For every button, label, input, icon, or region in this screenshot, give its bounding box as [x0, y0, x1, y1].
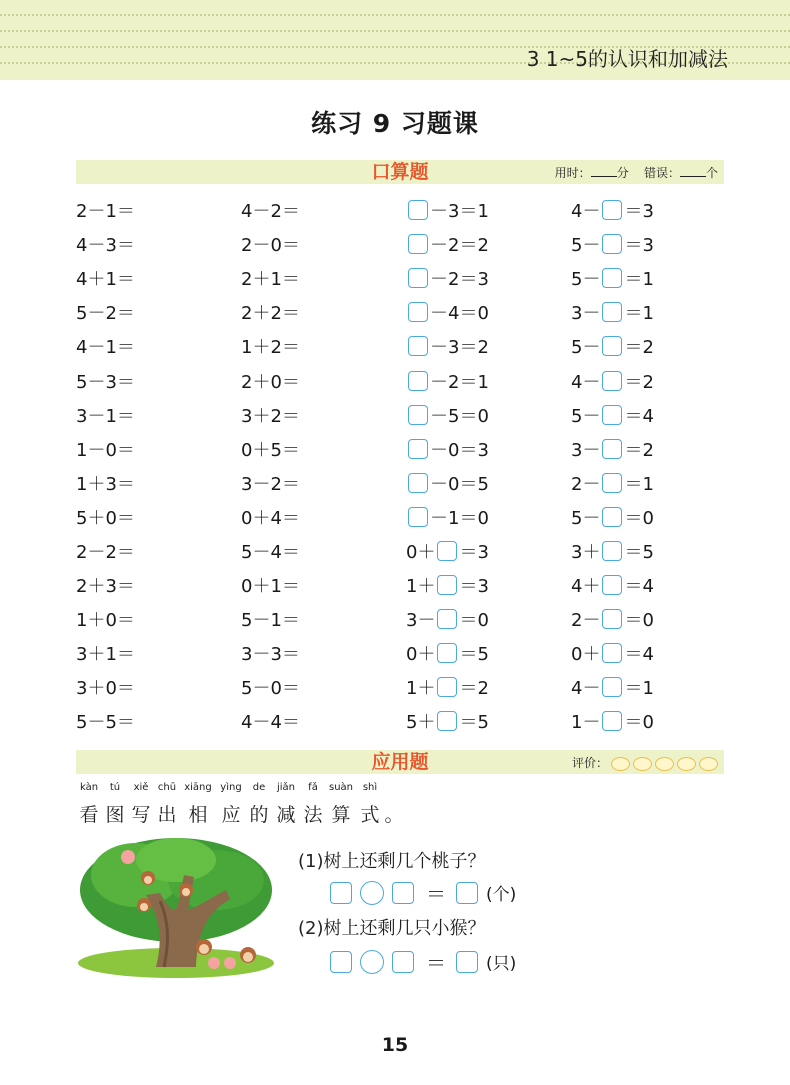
smiley-icon[interactable] [633, 757, 652, 771]
problem-text: 3－2＝ [241, 473, 300, 495]
problem [241, 368, 406, 394]
header-band [0, 0, 790, 80]
problem-text: 1＋2＝ [241, 337, 300, 359]
problem-suffix: ＝0 [624, 610, 654, 632]
problem-prefix: 5－ [571, 235, 601, 257]
problem [571, 572, 736, 598]
problem-suffix: －1＝0 [430, 507, 489, 529]
answer-box[interactable] [408, 439, 428, 459]
problem [406, 368, 571, 394]
instruction-character: 出 [157, 804, 177, 826]
problem-row [76, 534, 736, 568]
answer-box[interactable] [456, 951, 478, 973]
answer-box[interactable] [330, 951, 352, 973]
problem [241, 708, 406, 734]
problem [406, 538, 571, 564]
problem-suffix: ＝2 [459, 678, 489, 700]
problem-text: 4－2＝ [241, 201, 300, 223]
answer-box[interactable] [602, 302, 622, 322]
problem-suffix: ＝0 [459, 610, 489, 632]
problem [76, 299, 241, 325]
problem-row [76, 602, 736, 636]
problem-suffix: ＝5 [459, 644, 489, 666]
question-1: (1)树上还剩几个桃子？ [298, 851, 486, 872]
error-blank[interactable] [680, 164, 706, 177]
answer-box[interactable] [392, 882, 414, 904]
instruction-character: 看 [79, 804, 99, 826]
pinyin-syllable: shì [362, 782, 378, 793]
answer-box[interactable] [408, 234, 428, 254]
equals-sign: ＝ [426, 882, 446, 906]
pinyin-syllable: suàn [328, 782, 353, 793]
instruction-character: 减 [276, 804, 296, 826]
error-label: 错误： [643, 166, 680, 180]
problem [406, 402, 571, 428]
problem [76, 197, 241, 223]
problem-suffix: ＝2 [624, 337, 654, 359]
instruction-character: 图 [105, 804, 125, 826]
answer-box[interactable] [437, 643, 457, 663]
answer-box[interactable] [602, 268, 622, 288]
problem-suffix: ＝1 [624, 473, 654, 495]
problem-text: 1－0＝ [76, 439, 135, 461]
instruction-character: 应 [221, 804, 241, 826]
eval-label: 评价： [571, 756, 608, 770]
problem-prefix: 3＋ [571, 541, 601, 563]
problem-suffix: ＝5 [459, 712, 489, 734]
problem-text: 2－1＝ [76, 201, 135, 223]
problem-prefix: 2－ [571, 473, 601, 495]
pinyin-syllable [384, 782, 404, 793]
smiley-icon[interactable] [655, 757, 674, 771]
problem [241, 333, 406, 359]
problem-suffix: －0＝3 [430, 439, 489, 461]
answer-box[interactable] [437, 575, 457, 595]
problem-prefix: 4－ [571, 201, 601, 223]
problem-text: 0＋4＝ [241, 507, 300, 529]
answer-box[interactable] [602, 609, 622, 629]
tree-with-monkeys-illustration [76, 835, 276, 980]
problem-row [76, 704, 736, 738]
problem-prefix: 5－ [571, 405, 601, 427]
answer-box[interactable] [602, 439, 622, 459]
problem [571, 436, 736, 462]
problem-text: 5－1＝ [241, 610, 300, 632]
problem-suffix: ＝1 [624, 303, 654, 325]
problem-row [76, 432, 736, 466]
answer-box[interactable] [437, 609, 457, 629]
problem-suffix: ＝4 [624, 644, 654, 666]
problem-prefix: 1－ [571, 712, 601, 734]
problem [241, 265, 406, 291]
page-number: 15 [381, 1034, 409, 1056]
problem-text: 5－3＝ [76, 371, 135, 393]
problem-suffix: ＝3 [459, 541, 489, 563]
problem-row [76, 295, 736, 329]
answer-box[interactable] [602, 336, 622, 356]
problem-prefix: 5－ [571, 507, 601, 529]
answer-box[interactable] [408, 507, 428, 527]
pinyin-syllable: xiě [133, 782, 149, 793]
problem [76, 265, 241, 291]
problem [241, 402, 406, 428]
problem-prefix: 1＋ [406, 678, 436, 700]
problem-prefix: 5＋ [406, 712, 436, 734]
answer-box[interactable] [602, 405, 622, 425]
pinyin-syllable: kàn [79, 782, 99, 793]
problem [406, 470, 571, 496]
problem-text: 1＋3＝ [76, 473, 135, 495]
problem [406, 708, 571, 734]
problem [406, 231, 571, 257]
problem-prefix: 0＋ [406, 541, 436, 563]
exercise-title: 练习 9 习题课 [311, 109, 479, 138]
instruction-pinyin [76, 782, 404, 793]
problem [76, 674, 241, 700]
problem-text: 3＋2＝ [241, 405, 300, 427]
problem-row [76, 261, 736, 295]
problem [241, 231, 406, 257]
answer-box[interactable] [602, 643, 622, 663]
problem-suffix: ＝4 [624, 576, 654, 598]
problem [571, 368, 736, 394]
answer-box[interactable] [602, 541, 622, 561]
problem [406, 197, 571, 223]
problem-suffix: ＝3 [459, 576, 489, 598]
problem-row [76, 670, 736, 704]
answer-row-2 [330, 947, 516, 976]
problem-prefix: 5－ [571, 337, 601, 359]
problem [76, 572, 241, 598]
problem-text: 2＋3＝ [76, 576, 135, 598]
operator-circle[interactable] [360, 881, 384, 905]
answer-box[interactable] [408, 371, 428, 391]
problem-text: 1＋0＝ [76, 610, 135, 632]
problem-row [76, 466, 736, 500]
oral-problem-grid [76, 193, 736, 739]
problem-suffix: ＝1 [624, 269, 654, 291]
problem-row [76, 329, 736, 363]
problem-prefix: 1＋ [406, 576, 436, 598]
problem [406, 333, 571, 359]
problem [76, 470, 241, 496]
pinyin-syllable: chū [157, 782, 177, 793]
problem [241, 640, 406, 666]
problem-prefix: 3－ [406, 610, 436, 632]
problem [406, 640, 571, 666]
problem-suffix: ＝3 [624, 201, 654, 223]
problem [406, 299, 571, 325]
unit-label: (只) [486, 954, 517, 974]
answer-box[interactable] [456, 882, 478, 904]
problem-prefix: 0＋ [571, 644, 601, 666]
problem-row [76, 363, 736, 397]
answer-box[interactable] [602, 575, 622, 595]
problem-text: 4－4＝ [241, 712, 300, 734]
instruction-character: 式 [360, 804, 380, 826]
problem-text: 5－5＝ [76, 712, 135, 734]
problem-suffix: －3＝2 [430, 337, 489, 359]
problem-text: 2－0＝ [241, 235, 300, 257]
problem-row [76, 227, 736, 261]
problem [406, 606, 571, 632]
problem [241, 436, 406, 462]
problem-text: 4－1＝ [76, 337, 135, 359]
problem-text: 3＋1＝ [76, 644, 135, 666]
pinyin-syllable: fǎ [308, 782, 318, 793]
answer-box[interactable] [408, 405, 428, 425]
problem-text: 5－4＝ [241, 541, 300, 563]
problem-suffix: ＝2 [624, 439, 654, 461]
problem-text: 2＋0＝ [241, 371, 300, 393]
problem-suffix: ＝1 [624, 678, 654, 700]
instruction-character: 写 [131, 804, 151, 826]
problem-prefix: 5－ [571, 269, 601, 291]
answer-box[interactable] [437, 677, 457, 697]
answer-box[interactable] [408, 268, 428, 288]
smiley-icon[interactable] [611, 757, 630, 771]
instruction-character: 的 [249, 804, 269, 826]
problem [571, 470, 736, 496]
answer-row-1 [330, 878, 516, 907]
answer-box[interactable] [602, 711, 622, 731]
smiley-icon[interactable] [677, 757, 696, 771]
problem-text: 3＋0＝ [76, 678, 135, 700]
problem [241, 197, 406, 223]
problem [571, 674, 736, 700]
problem-prefix: 4＋ [571, 576, 601, 598]
pinyin-syllable: tú [109, 782, 121, 793]
problem [76, 368, 241, 394]
problem [571, 333, 736, 359]
problem [571, 402, 736, 428]
problem-prefix: 2－ [571, 610, 601, 632]
problem [241, 572, 406, 598]
evaluation [572, 750, 718, 776]
problem-text: 2－2＝ [76, 541, 135, 563]
problem-prefix: 3－ [571, 439, 601, 461]
problem [571, 538, 736, 564]
problem-suffix: ＝0 [624, 507, 654, 529]
problem [76, 231, 241, 257]
problem-text: 0＋5＝ [241, 439, 300, 461]
operator-circle[interactable] [360, 950, 384, 974]
problem-text: 4－3＝ [76, 235, 135, 257]
pinyin-syllable: xiāng [184, 782, 212, 793]
problem [406, 265, 571, 291]
pinyin-syllable: de [252, 782, 266, 793]
problem [571, 708, 736, 734]
answer-box[interactable] [392, 951, 414, 973]
instruction-character: 法 [303, 804, 323, 826]
problem-suffix: －0＝5 [430, 473, 489, 495]
problem [406, 504, 571, 530]
problem [406, 436, 571, 462]
problem [241, 674, 406, 700]
problem-text: 4＋1＝ [76, 269, 135, 291]
instruction-text [76, 800, 404, 827]
problem-suffix: －2＝1 [430, 371, 489, 393]
time-label: 用时： [554, 166, 591, 180]
problem-suffix: ＝4 [624, 405, 654, 427]
answer-box[interactable] [602, 234, 622, 254]
problem [241, 538, 406, 564]
pinyin-syllable: yìng [220, 782, 242, 793]
smiley-icon[interactable] [699, 757, 718, 771]
answer-box[interactable] [408, 200, 428, 220]
problem-row [76, 398, 736, 432]
problem-suffix: ＝2 [624, 371, 654, 393]
problem-prefix: 4－ [571, 371, 601, 393]
answer-box[interactable] [602, 200, 622, 220]
problem [571, 231, 736, 257]
answer-box[interactable] [602, 677, 622, 697]
instruction-character: 相 [188, 804, 208, 826]
problem-prefix: 0＋ [406, 644, 436, 666]
pinyin-syllable: jiǎn [276, 782, 296, 793]
chapter-title: 3 1~5的认识和加减法 [526, 47, 728, 71]
problem-prefix: 3－ [571, 303, 601, 325]
problem [241, 606, 406, 632]
problem [406, 572, 571, 598]
problem [76, 333, 241, 359]
problem [76, 708, 241, 734]
problem [76, 606, 241, 632]
problem-suffix: －2＝3 [430, 269, 489, 291]
problem [241, 299, 406, 325]
problem [571, 265, 736, 291]
problem [571, 299, 736, 325]
unit-label: (个) [486, 885, 517, 905]
question-2: (2)树上还剩几只小猴？ [298, 918, 486, 939]
answer-box[interactable] [602, 507, 622, 527]
answer-box[interactable] [408, 473, 428, 493]
answer-box[interactable] [437, 711, 457, 731]
answer-box[interactable] [408, 336, 428, 356]
problem-suffix: －4＝0 [430, 303, 489, 325]
problem-suffix: －3＝1 [430, 201, 489, 223]
problem-text: 0＋1＝ [241, 576, 300, 598]
problem-suffix: ＝0 [624, 712, 654, 734]
problem-text: 5－0＝ [241, 678, 300, 700]
oral-section-bar [76, 160, 724, 184]
problem [76, 640, 241, 666]
answer-box[interactable] [602, 371, 622, 391]
instruction-character: 。 [384, 804, 404, 826]
problem-text: 2＋2＝ [241, 303, 300, 325]
error-unit: 个 [705, 166, 718, 180]
instruction-character: 算 [331, 804, 351, 826]
problem [76, 504, 241, 530]
problem-suffix: －5＝0 [430, 405, 489, 427]
problem [571, 640, 736, 666]
problem [76, 436, 241, 462]
problem-row [76, 500, 736, 534]
problem-text: 3－3＝ [241, 644, 300, 666]
problem [241, 470, 406, 496]
problem [571, 504, 736, 530]
problem-text: 5－2＝ [76, 303, 135, 325]
oral-section-label: 口算题 [371, 161, 429, 183]
problem-suffix: －2＝2 [430, 235, 489, 257]
problem-row [76, 568, 736, 602]
problem [406, 674, 571, 700]
problem-text: 3－1＝ [76, 405, 135, 427]
problem-row [76, 193, 736, 227]
answer-box[interactable] [437, 541, 457, 561]
oral-meta [555, 160, 718, 186]
time-blank[interactable] [591, 164, 617, 177]
problem [76, 538, 241, 564]
problem-suffix: ＝3 [624, 235, 654, 257]
problem [76, 402, 241, 428]
problem [571, 197, 736, 223]
problem-suffix: ＝5 [624, 541, 654, 563]
problem-text: 2＋1＝ [241, 269, 300, 291]
problem [241, 504, 406, 530]
answer-box[interactable] [602, 473, 622, 493]
answer-box[interactable] [408, 302, 428, 322]
problem [571, 606, 736, 632]
time-unit: 分 [616, 166, 629, 180]
problem-row [76, 636, 736, 670]
problem-text: 5＋0＝ [76, 507, 135, 529]
applied-section-label: 应用题 [371, 751, 429, 773]
answer-box[interactable] [330, 882, 352, 904]
problem-prefix: 4－ [571, 678, 601, 700]
applied-section-bar [76, 750, 724, 774]
equals-sign: ＝ [426, 951, 446, 975]
